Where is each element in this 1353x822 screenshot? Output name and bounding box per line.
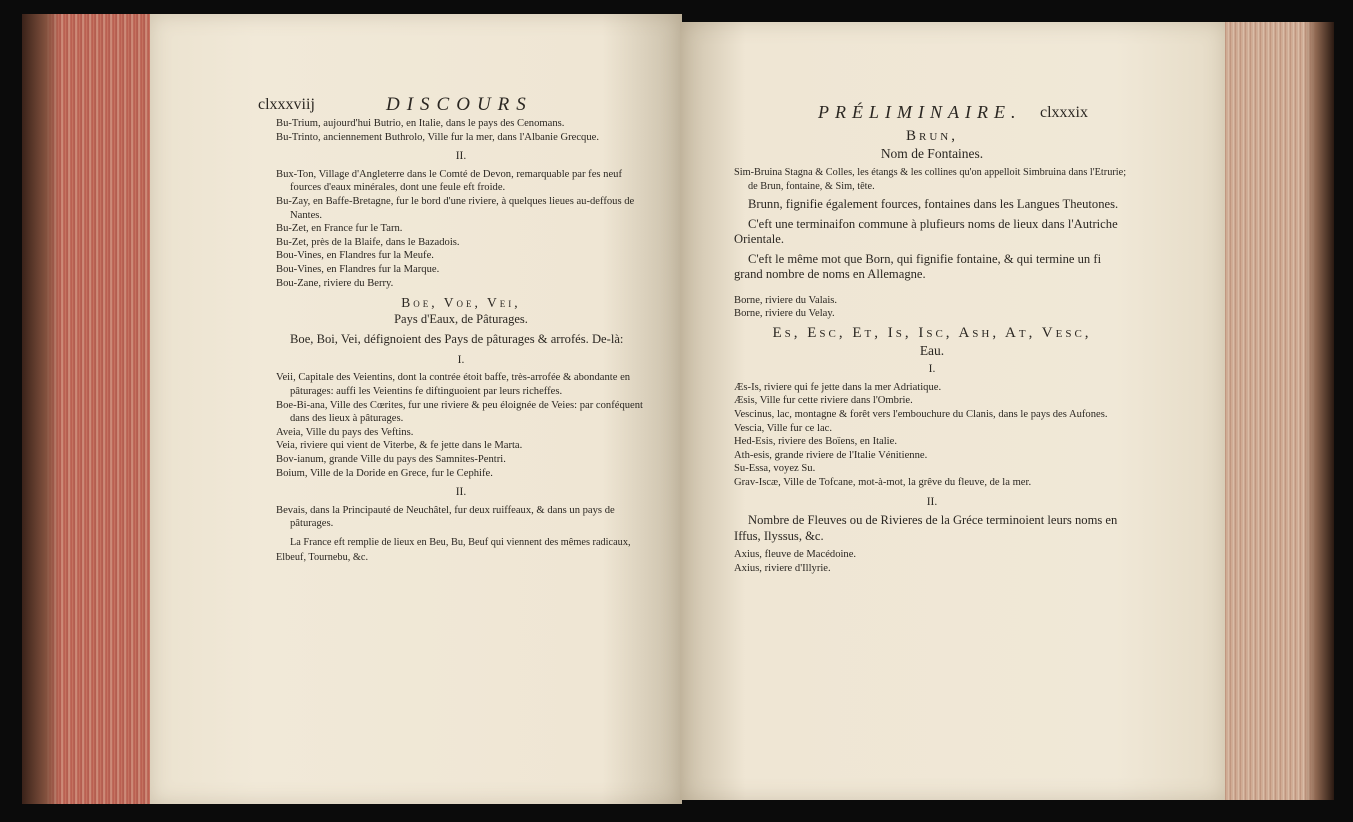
list-item: Aveia, Ville du pays des Veftins.	[276, 426, 414, 438]
paragraph: Brunn, fignifie également fources, fontaines dans les Langues Theutones.	[748, 197, 1119, 212]
left-running-head: DISCOURS	[386, 94, 533, 115]
entries-es	[734, 381, 1130, 490]
section-subheading: Eau.	[919, 342, 945, 358]
paragraph: C'eft une terminaifon commune à plufieurs noms de lieux dans l'Autriche Orientale.	[734, 216, 1118, 247]
list-item: Ath-esis, grande riviere de l'Italie Vénitienne.	[734, 449, 928, 461]
right-page	[680, 22, 1225, 800]
list-item: Bu-Zet, en France fur le Tarn.	[276, 223, 403, 235]
list-item: Grav-Iscæ, Ville de Tofcane, mot-à-mot, la grêve du fleuve, de la mer.	[734, 477, 1032, 488]
right-page-body	[734, 124, 1130, 575]
left-folio: clxxxviij	[258, 96, 315, 113]
right-running-head: PRÉLIMINAIRE.	[818, 102, 1022, 122]
rivers-paragraph: Nombre de Fleuves ou de Rivieres de la Gréce terminoient leurs noms en Iffus, Ilyssus, &c.	[734, 513, 1118, 543]
left-fore-edge	[22, 14, 154, 804]
list-item: Axius, fleuve de Macédoine.	[734, 549, 857, 561]
list-item: Bux-Ton, Village d'Angleterre dans le Comté de Devon, remarquable par fes neuf fources d'eaux minérales, dont une feule eft froide.	[276, 168, 622, 194]
list-item: Bou-Vines, en Flandres fur la Meufe.	[276, 250, 434, 262]
list-item: Bou-Vines, en Flandres fur la Marque.	[276, 263, 440, 275]
intro-paragraph: Boe, Boi, Vei, défignoient des Pays de pâturages & arrofés. De-là:	[290, 332, 624, 347]
list-item: Borne, riviere du Valais.	[734, 294, 838, 306]
section-numeral: II.	[926, 495, 938, 508]
section-numeral: II.	[455, 486, 467, 499]
list-item: Bu-Zay, en Baffe-Bretagne, fur le bord d'une riviere, à quelques lieues au-deffous de Nantes.	[276, 195, 635, 221]
list-item: Su-Essa, voyez Su.	[734, 463, 816, 475]
section-heading: Es, Esc, Et, Is, Isc, Ash, At, Vesc,	[772, 325, 1092, 342]
left-page-body	[276, 117, 646, 570]
entries-final	[734, 548, 1130, 575]
section-subheading: Nom de Fontaines.	[880, 145, 984, 161]
list-item: Veia, riviere qui vient de Viterbe, & fe jette dans le Marta.	[276, 440, 523, 452]
entries-top	[276, 117, 646, 144]
section-numeral: I.	[457, 353, 465, 366]
list-item: Boe-Bi-ana, Ville des Cœrites, fur une riviere & peu éloignée de Veies: par conféquent dans des lieux à pâturages.	[276, 399, 643, 425]
list-item: Æsis, Ville fur cette riviere dans l'Ombrie.	[734, 395, 913, 407]
paragraph: C'eft le même mot que Born, qui fignifie fontaine, & qui termine un fi grand nombre de noms en Allemagne.	[734, 251, 1102, 282]
list-item: Bevais, dans la Principauté de Neuchâtel, fur deux ruiffeaux, & dans un pays de pâturages.	[276, 504, 615, 530]
section-numeral: I.	[928, 363, 936, 376]
section-subheading: Pays d'Eaux, de Pâturages.	[394, 311, 528, 326]
section-numeral: II.	[455, 150, 467, 163]
right-folio: clxxxix	[1040, 104, 1088, 121]
entries-end	[276, 504, 646, 531]
list-item: Bu-Trinto, anciennement Buthrolo, Ville fur la mer, dans l'Albanie Grecque.	[276, 131, 599, 143]
left-page	[150, 14, 682, 804]
list-item: Bov-ianum, grande Ville du pays des Samnites-Pentri.	[276, 453, 506, 465]
list-item: Veii, Capitale des Veientins, dont la contrée étoit baffe, très-arrofée & abondante en pâturages: auffi les Veientins fe diftinguoient par leurs richeffes.	[276, 372, 631, 397]
list-item: Bu-Zet, près de la Blaife, dans le Bazadois.	[276, 236, 460, 248]
paragraphs	[734, 197, 1130, 283]
closing-paragraph: La France eft remplie de lieux en Beu, Bu, Beuf qui viennent des mêmes radicaux, Elbeuf, Tournebu, &c.	[276, 536, 631, 564]
right-fore-edge	[1222, 22, 1334, 800]
list-item: Hed-Esis, riviere des Boïens, en Italie.	[734, 436, 897, 448]
list-item: Axius, riviere d'Illyrie.	[734, 562, 831, 574]
note-entry: Sim-Bruina Stagna & Colles, les étangs & les collines qu'on appelloit Simbruina dans l'Etrurie; de Brun, fontaine, & Sim, tête.	[734, 167, 1127, 192]
list-item: Bu-Trium, aujourd'hui Butrio, en Italie, dans le pays des Cenomans.	[276, 118, 565, 129]
list-item: Boium, Ville de la Doride en Grece, fur le Cephife.	[276, 467, 493, 479]
entries-born	[734, 294, 1130, 321]
list-item: Vescia, Ville fur ce lac.	[734, 422, 832, 434]
section-heading: Boe, Voe, Vei,	[401, 295, 521, 311]
entries-mid	[276, 168, 646, 290]
section-heading: Brun,	[906, 128, 958, 144]
entries-low	[276, 371, 646, 480]
list-item: Bou-Zane, riviere du Berry.	[276, 277, 394, 289]
list-item: Æs-Is, riviere qui fe jette dans la mer Adriatique.	[734, 381, 942, 393]
list-item: Vescinus, lac, montagne & forêt vers l'embouchure du Clanis, dans le pays des Aufones.	[734, 409, 1108, 421]
list-item: Borne, riviere du Velay.	[734, 308, 835, 320]
